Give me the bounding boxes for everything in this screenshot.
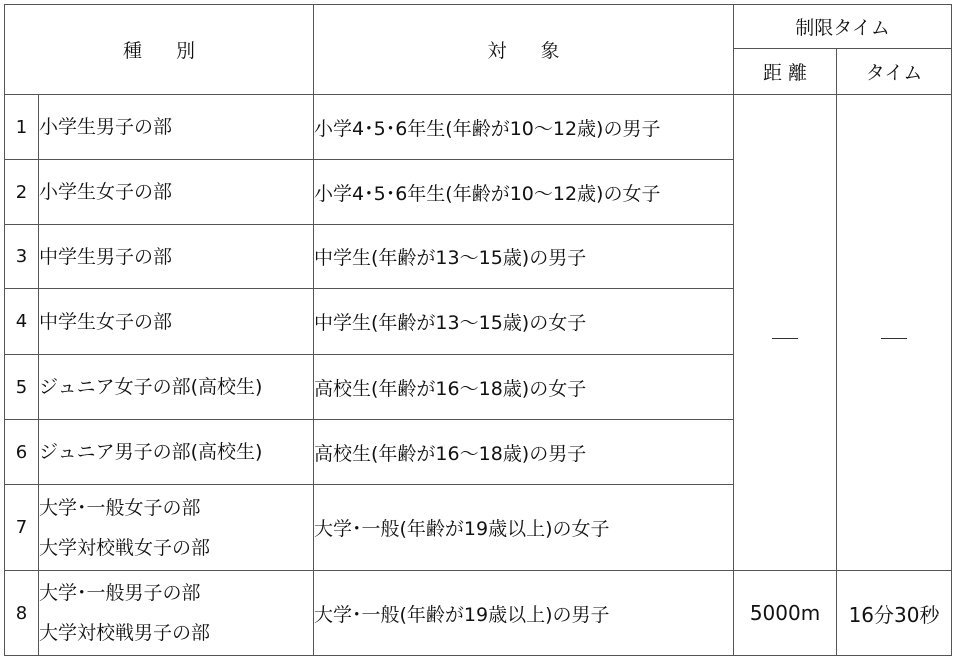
category-cell xyxy=(39,355,314,420)
row-number: 5 xyxy=(5,355,39,420)
category-cell xyxy=(39,160,314,225)
category-name: 中学生女子の部 xyxy=(39,310,173,333)
category-name: 小学生女子の部 xyxy=(39,181,173,203)
category-name: 大学対校戦男子の部 xyxy=(39,622,211,644)
time-value: 16分30秒 xyxy=(837,571,952,656)
distance-no-limit xyxy=(734,95,837,571)
category-name: 小学生男子の部 xyxy=(39,116,173,138)
header-distance: 距 離 xyxy=(734,49,837,95)
header-target: 対 象 xyxy=(314,5,734,95)
row-number: 8 xyxy=(5,571,39,656)
target-cell: 中学生(年齢が13～15歳)の女子 xyxy=(314,289,734,355)
category-name: ジュニア男子の部(高校生) xyxy=(39,441,263,463)
category-cell xyxy=(39,289,314,355)
category-cell xyxy=(39,571,314,656)
row-number: 6 xyxy=(5,420,39,485)
no-limit-dash xyxy=(881,338,907,339)
race-category-table xyxy=(4,4,952,656)
target-cell: 小学4･5･6年生(年齢が10～12歳)の女子 xyxy=(314,160,734,225)
row-number: 1 xyxy=(5,95,39,160)
target-cell: 小学4･5･6年生(年齢が10～12歳)の男子 xyxy=(314,95,734,160)
row-number: 7 xyxy=(5,485,39,571)
table-row xyxy=(5,95,952,160)
category-name: 大学対校戦女子の部 xyxy=(39,536,211,559)
header-time: タイム xyxy=(837,49,952,95)
target-cell: 高校生(年齢が16～18歳)の女子 xyxy=(314,355,734,420)
header-category: 種 別 xyxy=(5,5,314,95)
category-cell xyxy=(39,420,314,485)
distance-value: 5000m xyxy=(734,571,837,656)
row-number: 3 xyxy=(5,225,39,289)
category-cell xyxy=(39,485,314,571)
header-time-limit: 制限タイム xyxy=(734,5,952,49)
category-name: 大学･一般女子の部 xyxy=(39,496,201,519)
target-cell: 大学･一般(年齢が19歳以上)の女子 xyxy=(314,485,734,571)
target-cell: 大学･一般(年齢が19歳以上)の男子 xyxy=(314,571,734,656)
row-number: 2 xyxy=(5,160,39,225)
category-name: ジュニア女子の部(高校生) xyxy=(39,376,263,398)
row-number: 4 xyxy=(5,289,39,355)
category-cell xyxy=(39,95,314,160)
time-no-limit xyxy=(837,95,952,571)
target-cell: 高校生(年齢が16～18歳)の男子 xyxy=(314,420,734,485)
no-limit-dash xyxy=(772,338,798,339)
category-name: 中学生男子の部 xyxy=(39,245,173,268)
table-row xyxy=(5,571,952,656)
target-cell: 中学生(年齢が13～15歳)の男子 xyxy=(314,225,734,289)
category-name: 大学･一般男子の部 xyxy=(39,582,201,604)
category-cell xyxy=(39,225,314,289)
